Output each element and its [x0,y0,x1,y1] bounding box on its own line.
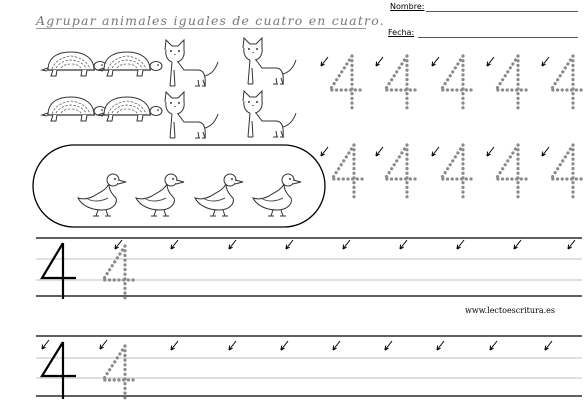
cat-group [165,38,296,138]
model-digit-four [42,342,76,399]
cat-image [165,92,218,138]
practice-grid-row-1 [321,56,583,108]
cat-image [243,38,296,84]
turtle-image [98,97,162,121]
duck-image [195,174,243,216]
instruction-title: Agrupar animales iguales de cuatro en cuatro. [36,13,385,28]
turtle-group [42,52,162,121]
model-digit-four [42,243,76,299]
turtle-image [42,52,106,76]
duck-group [78,174,301,216]
cat-image [165,40,218,86]
duck-image [136,174,184,216]
turtle-image [98,52,162,76]
cat-image [243,91,296,137]
duck-image [253,174,301,216]
name-label: Nombre: [390,2,425,11]
writing-band-1 [36,238,582,299]
duck-image [78,174,126,216]
practice-grid-row-2 [321,145,583,197]
writing-band-2 [36,336,582,399]
date-label: Fecha: [388,28,415,37]
turtle-image [42,97,106,121]
website-credit: www.lectoescritura.es [465,306,555,315]
grouping-oval [33,145,325,227]
